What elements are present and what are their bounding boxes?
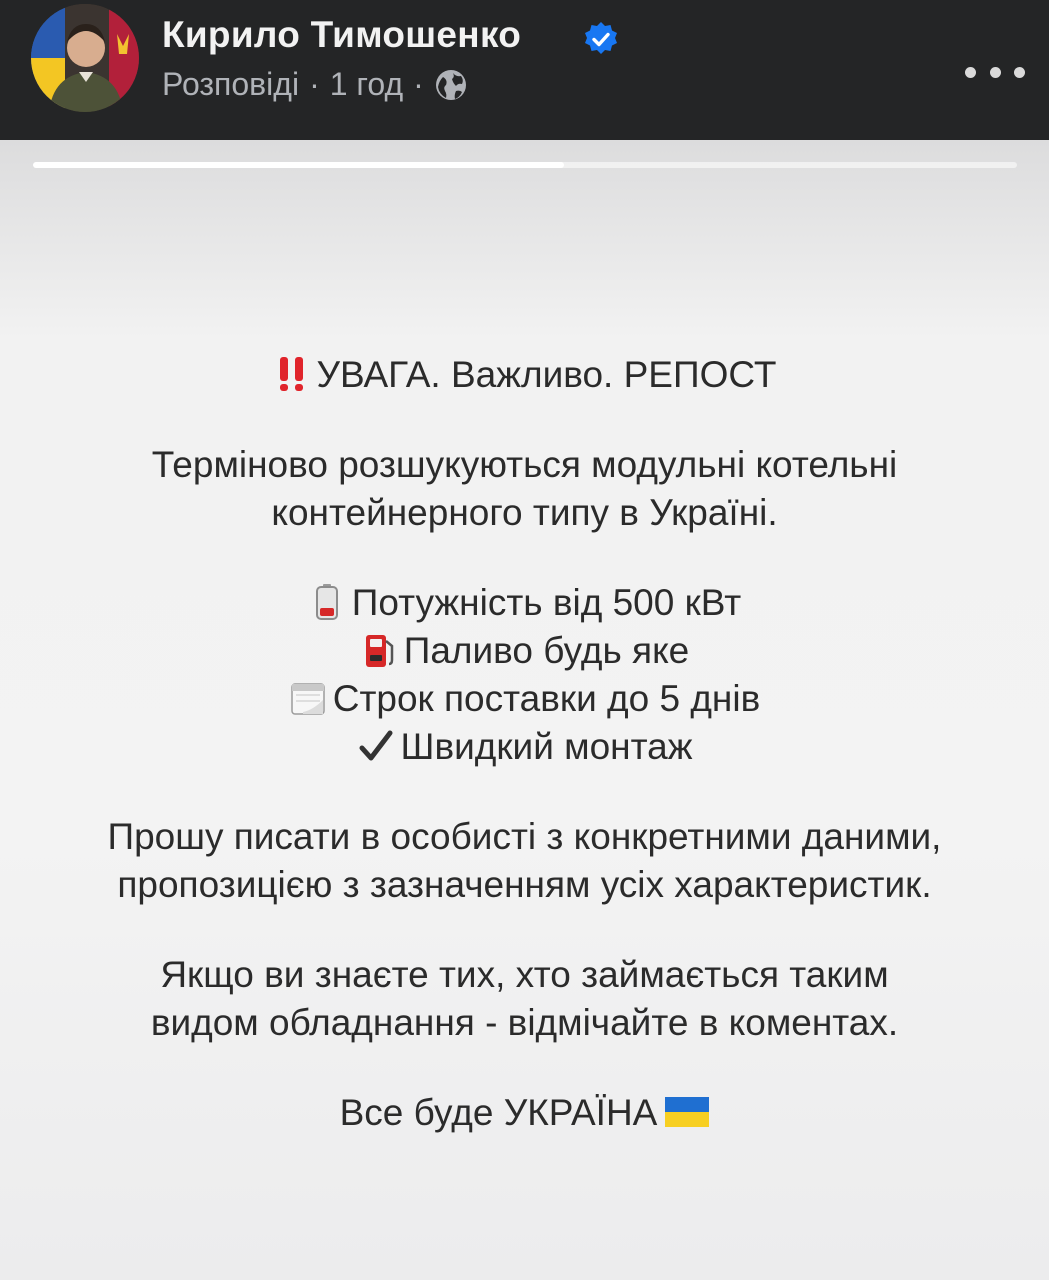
meta-separator: · — [309, 66, 320, 102]
attention-text: УВАГА. Важливо. РЕПОСТ — [316, 354, 777, 395]
meta-separator: · — [413, 66, 424, 102]
request-line: Прошу писати в особисті з конкретними даними, — [107, 816, 942, 857]
story-content[interactable] — [0, 140, 1049, 1280]
more-options-icon[interactable] — [965, 55, 1025, 89]
story-meta — [162, 66, 468, 103]
requirement-item: Паливо будь яке — [0, 627, 1049, 675]
verified-badge-icon — [583, 21, 619, 57]
story-progress-fill — [33, 162, 564, 168]
attention-line — [0, 351, 1049, 399]
timestamp[interactable]: 1 год — [329, 66, 404, 102]
request-line: пропозицією з зазначенням усіх характеристик. — [117, 864, 932, 905]
battery-icon — [308, 583, 346, 621]
double-exclamation-icon — [273, 355, 311, 393]
avatar[interactable] — [31, 4, 139, 112]
intro-line: Терміново розшукуються модульні котельні — [151, 444, 898, 485]
ukraine-flag-icon — [665, 1097, 709, 1127]
story-text — [0, 351, 1049, 1137]
requirement-item: Швидкий монтаж — [0, 723, 1049, 771]
author-name[interactable]: Кирило Тимошенко — [162, 14, 522, 55]
calendar-icon — [289, 679, 327, 717]
closing-line: Все буде УКРАЇНА — [0, 1089, 1049, 1137]
requirement-item: Потужність від 500 кВт — [0, 579, 1049, 627]
intro-line: контейнерного типу в Україні. — [271, 492, 778, 533]
tag-request-line: Якщо ви знаєте тих, хто займається таким — [160, 954, 889, 995]
story-progress-bar — [33, 162, 1017, 168]
fuel-pump-icon — [360, 631, 398, 669]
tag-request-line: видом обладнання - відмічайте в коментах. — [150, 1002, 899, 1043]
story-header — [0, 0, 1049, 140]
check-icon — [357, 727, 395, 765]
section-label[interactable]: Розповіді — [162, 66, 300, 102]
globe-icon — [434, 68, 468, 102]
requirement-item: Строк поставки до 5 днів — [0, 675, 1049, 723]
